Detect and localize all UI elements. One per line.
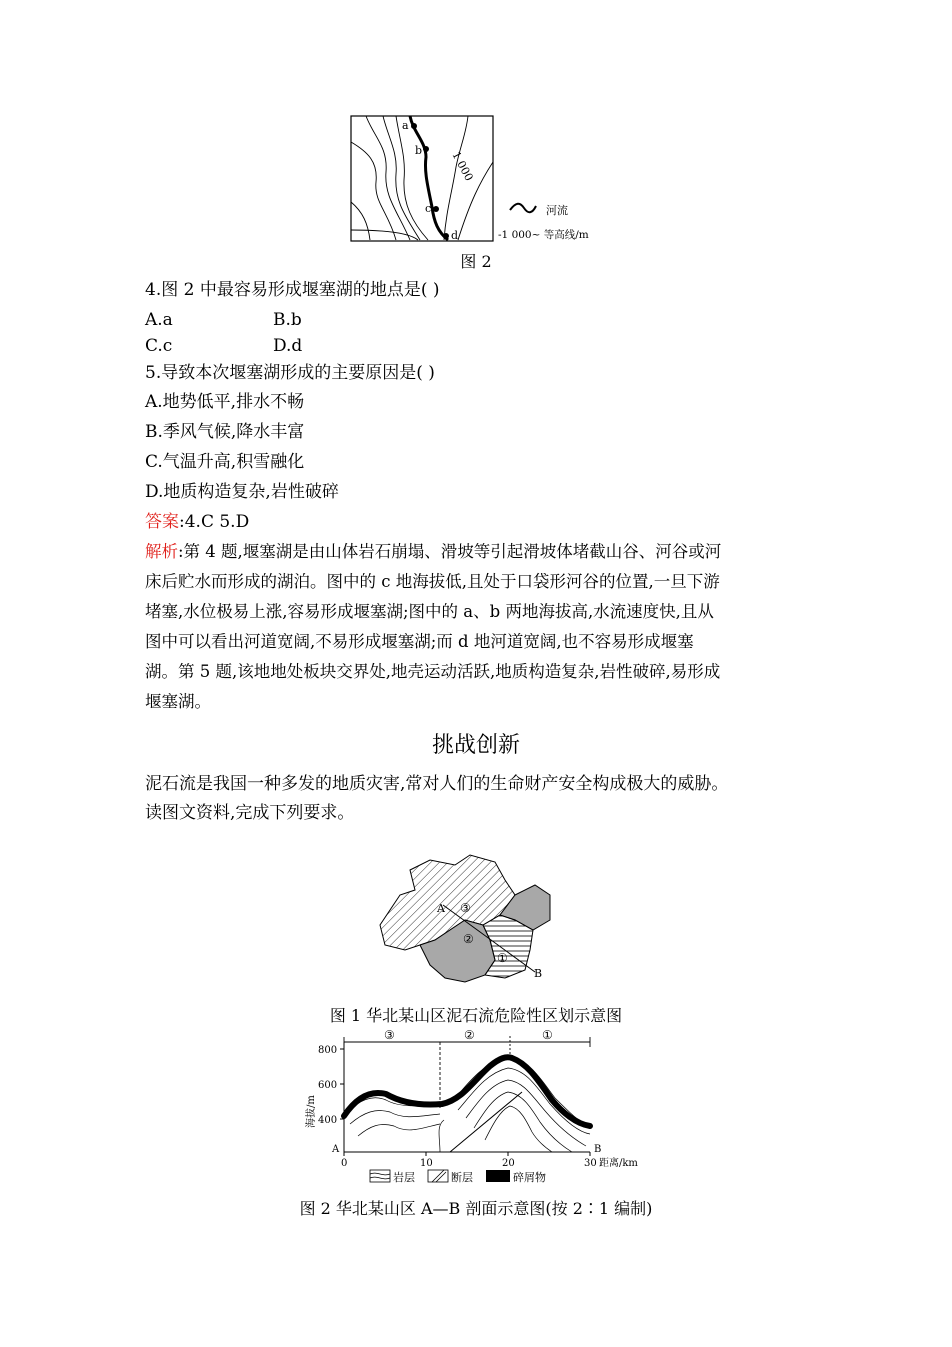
section-title: 挑战创新: [431, 733, 520, 758]
debris-legend-swatch: [486, 1170, 510, 1182]
q4-option-c: C.c: [145, 336, 173, 356]
q5-option-c: C.气温升高,积雪融化: [145, 452, 305, 472]
explanation-line-2: 床后贮水而形成的湖泊。图中的 c 地海拔低,且处于口袋形河谷的位置,一旦下游: [145, 572, 720, 591]
answer-text: :4.C 5.D: [179, 512, 250, 532]
legend-debris: 碎屑物: [513, 1171, 546, 1184]
map-zone-1: ①: [497, 951, 508, 965]
q4-stem: 4.图 2 中最容易形成堰塞湖的地点是( ): [145, 280, 440, 300]
point-d: [443, 233, 449, 239]
river-legend-icon: [510, 204, 536, 213]
xtick-0: 0: [341, 1158, 348, 1169]
fig-top-caption: 图 2: [460, 252, 492, 271]
explanation-label: 解析: [145, 542, 178, 561]
q4-option-a: A.a: [145, 310, 173, 330]
xtick-20: 20: [502, 1158, 515, 1169]
xtick-10: 10: [420, 1158, 433, 1169]
q4-option-d: D.d: [273, 336, 303, 356]
map-label-B: B: [534, 967, 543, 980]
contour-label: 1 000: [449, 149, 476, 184]
zone-3-label: ③: [384, 1028, 395, 1042]
fig1-caption: 图 1 华北某山区泥石流危险性区划示意图: [329, 1006, 623, 1025]
intro-line-2: 读图文资料,完成下列要求。: [145, 803, 355, 823]
answer: [145, 510, 249, 534]
ytick-800: 800: [318, 1045, 338, 1056]
ytick-600: 600: [318, 1080, 338, 1091]
zone-2-label: ②: [464, 1028, 475, 1042]
legend-fault: 断层: [451, 1171, 473, 1184]
label-a: a: [402, 119, 409, 132]
x-axis-label: 距离/km: [599, 1158, 638, 1169]
fig2-caption: 图 2 华北某山区 A—B 剖面示意图(按 2∶1 编制): [299, 1199, 653, 1218]
label-d: d: [451, 229, 459, 242]
q5-stem: 5.导致本次堰塞湖形成的主要原因是( ): [145, 363, 435, 383]
contour-map-figure: [348, 112, 618, 250]
point-c: [433, 206, 439, 212]
q4-option-b: B.b: [273, 310, 302, 330]
explanation-line-3: 堵塞,水位极易上涨,容易形成堰塞湖;图中的 a、b 两地海拔高,水流速度快,且从: [145, 602, 714, 621]
explanation-line-1: :第 4 题,堰塞湖是由山体岩石崩塌、滑坡等引起滑坡体堵截山谷、河谷或河: [178, 542, 722, 561]
q5-option-d: D.地质构造复杂,岩性破碎: [145, 482, 339, 502]
end-label-B: B: [594, 1144, 602, 1155]
explanation-line-5: 湖。第 5 题,该地地处板块交界处,地壳运动活跃,地质构造复杂,岩性破碎,易形成: [145, 662, 721, 681]
y-axis-label: 海拔/m: [306, 1095, 317, 1128]
legend-river: 河流: [546, 204, 568, 217]
debris-layer: [344, 1057, 590, 1126]
explanation-line-6: 堰塞湖。: [145, 692, 211, 711]
legend-contour: -1 000~ 等高线/m: [498, 229, 589, 241]
map-label-A: A: [437, 902, 445, 915]
answer-label: 答案: [145, 512, 179, 532]
xtick-30: 30: [584, 1158, 597, 1169]
explanation: [145, 537, 810, 717]
explanation-line-4: 图中可以看出河道宽阔,不易形成堰塞湖;而 d 地河道宽阔,也不容易形成堰塞: [145, 632, 694, 651]
label-c: c: [425, 202, 432, 215]
intro-line-1: 泥石流是我国一种多发的地质灾害,常对人们的生命财产安全构成极大的威胁。: [145, 774, 729, 794]
label-b: b: [415, 144, 423, 157]
point-b: [423, 146, 429, 152]
map-zone-3: ③: [460, 901, 471, 915]
hazard-zoning-map: [375, 850, 585, 985]
q5-option-a: A.地势低平,排水不畅: [145, 392, 305, 412]
zone-1-label: ①: [542, 1028, 553, 1042]
end-label-A: A: [332, 1144, 340, 1155]
map-zone-2: ②: [463, 932, 474, 946]
q5-option-b: B.季风气候,降水丰富: [145, 422, 305, 442]
point-a: [411, 123, 417, 129]
cross-section-figure: [300, 1028, 660, 1188]
legend-rock-layer: 岩层: [393, 1171, 415, 1184]
ytick-400: 400: [318, 1115, 338, 1126]
